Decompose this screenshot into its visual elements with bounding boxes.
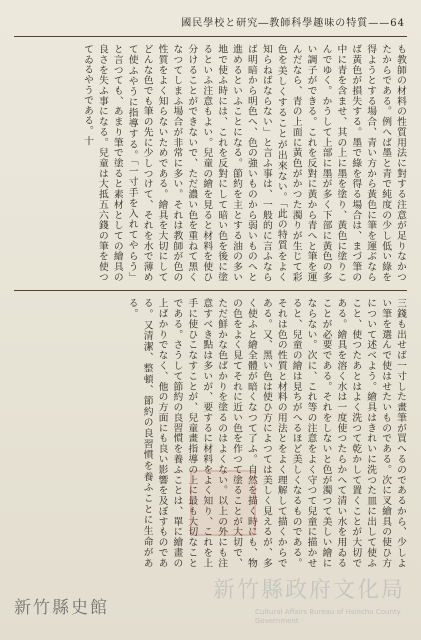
paragraph-bottom: 三錢も出せば一寸した畫筆が買へるのであるから、少しよい筆を選んで使はせたいものである。次に叉繪具の使ひ方について述べよう。繪具はきれいに洗つた皿に出して使ふこと、使つたあとはよく洗つて乾かして置くことが大切である。繪具を溶く水は一度使つたらかへて清い水を用ゐることが必要である。それをしないと色が濁つて美しい繪にならない。次に、これ等の注意をよく守つて兒童に描かせると、兒童の繪は見ちがへるほど美しくなるものである。それは色の性質と材料の用法とをよく理解して描くからである。又、黑い色は使ひ方によつては美しく見えるが、多く使ふと繪全體が暗くなつて了ふ。自然を描く時にも、物の色をよく見てそれに近い色を作つて塗ることが大切で、ただ鮮かな色ばかりを塗るのはよくない。以上の外にも注意すべき點は多いが、要するに材料をよく知り、これを上手に使ひこなすことが、兒童畫指導の上に最も大切なことである。さうして節約の良習慣を養ふことは、單に繪畫の上ばかりでなく、他の方面にも良い影響を及ぼすものである。又清潔、整頓、節約の良習慣を養ふことに生命がある。 — [126, 298, 406, 568]
column-divider — [14, 290, 407, 291]
paragraph-top: も教師の材料の性質用法に對する注意が足りなかつたからである。例へば墨と青で純度の少し低い綠を得ようとする場合、青い方から黃色に筆を運ぶならば黃色が損失する。墨で綠を得る場合は、まづ筆の中に青を含ませ、其の上に墨を塗り、黃色に塗りこんでゆく。かうして上部に墨が多く下部に黃色の多い調子ができる。これを反對に黃から青へと筆を運んだなら、青の上面に黃色がかつた濁りが生じて彩色を美しくすることが出來ない。「此の特質をよく知らねばならない」と言ふ事は、一般的に言ふならば明暗から明色へ、色の強いものから弱いものへと進めるといふことになる。節約を主とする油の多い地で使ふ時には、これを反對にして暗い色を後に塗るといふ注意もよい。兒童の繪を見ると材料を使ひ分けることができないで、ただ濃い色を重ねて黑くなつてしまふ場合が非常に多い。それは教師が色の性質をよく知らないためである。繪具を大切にしてどんな色でも筆の先に少しつけて、それを水で薄めて使ふやうに指導する。「一寸手を入れてやらう」と言つても、あまり筆で塗ると素材としての繪具の良さを失ふ事になる。兒童は大抵五六錢の筆を使つてゐるやうである。十 — [81, 44, 406, 282]
faint-seal-stamp — [190, 470, 256, 536]
archive-watermark-left: 新竹縣史館 — [14, 598, 109, 618]
watermark-cultural-bureau: 新竹縣政府文化局 — [212, 578, 405, 603]
header-rule — [14, 36, 407, 37]
text-column-top — [14, 44, 407, 282]
running-header: 國民學校と研究―教師科學趣味の特質——64 — [181, 18, 405, 29]
watermark-cultural-bureau-en: Cultural Affairs Bureau of Hsinchu County Government — [255, 608, 401, 625]
